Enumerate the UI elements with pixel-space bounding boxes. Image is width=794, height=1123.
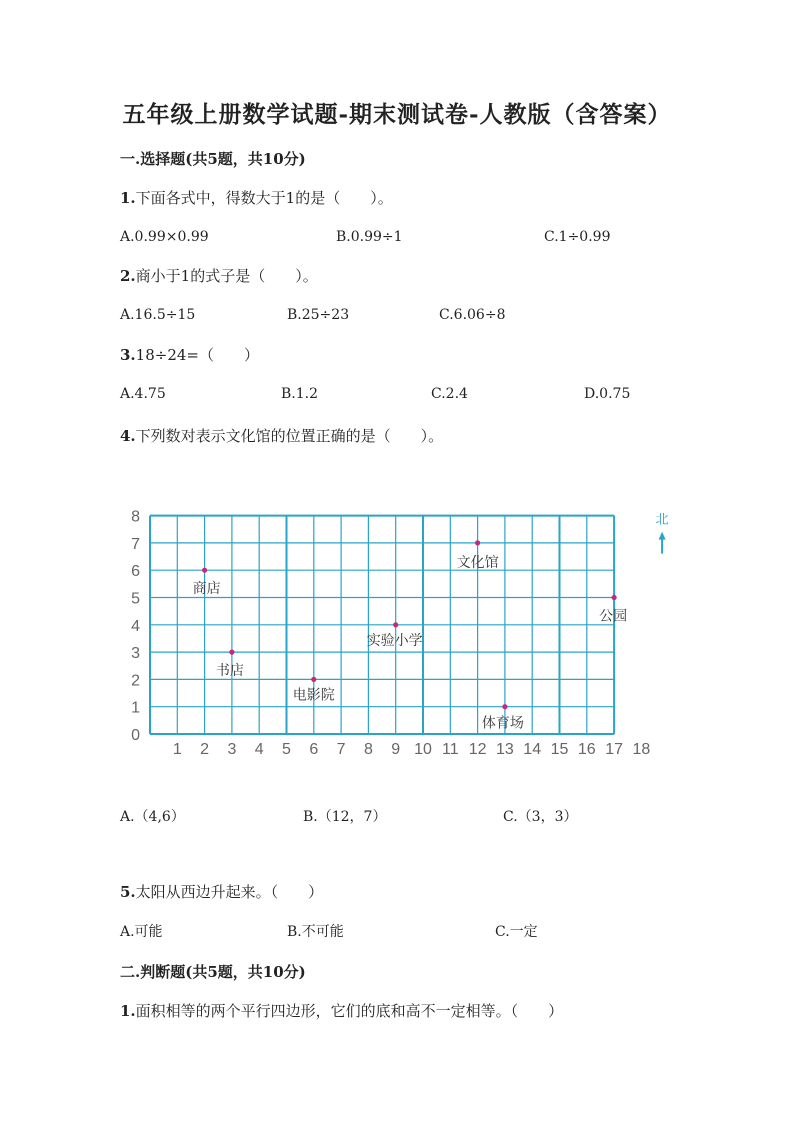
- map-point-label: 书店: [215, 663, 244, 680]
- question-text: 太阳从西边升起来。（ ）: [135, 883, 324, 901]
- option-c: C.（3，3）: [503, 809, 578, 825]
- question-4: [120, 425, 443, 446]
- x-tick-label: 17: [605, 741, 623, 758]
- x-tick-label: 7: [336, 741, 346, 758]
- map-point-label: 商店: [192, 581, 221, 598]
- north-label: 北: [655, 512, 669, 528]
- option-a: A.可能: [120, 924, 163, 940]
- question-text: 下面各式中，得数大于1的是（ ）。: [135, 189, 393, 207]
- x-tick-label: 13: [496, 741, 514, 758]
- y-tick-label: 8: [131, 508, 140, 526]
- x-tick-label: 16: [577, 741, 596, 758]
- x-tick-label: 4: [254, 741, 264, 758]
- map-point-书店: [229, 650, 234, 655]
- x-tick-label: 3: [227, 741, 237, 758]
- y-tick-label: 1: [131, 699, 140, 717]
- y-tick-label: 3: [131, 645, 140, 663]
- option-c: C.1÷0.99: [544, 229, 611, 245]
- option-a: A.16.5÷15: [120, 307, 196, 323]
- question-1: [120, 187, 393, 208]
- option-b: B.不可能: [287, 924, 344, 940]
- option-c: C.6.06÷8: [439, 307, 506, 323]
- map-point-公园: [612, 595, 617, 600]
- judge-question-1: [120, 1000, 563, 1021]
- y-tick-label: 4: [131, 617, 140, 635]
- option-b: B.0.99÷1: [336, 229, 403, 245]
- question-2: [120, 265, 318, 286]
- question-5: [120, 881, 323, 902]
- x-tick-label: 2: [200, 741, 210, 758]
- y-tick-label: 6: [131, 563, 140, 581]
- question-text: 面积相等的两个平行四边形，它们的底和高不一定相等。（ ）: [135, 1002, 564, 1020]
- x-tick-label: 6: [309, 741, 319, 758]
- map-point-label: 公园: [599, 608, 628, 625]
- question-number: 3.: [120, 346, 136, 364]
- option-d: D.0.75: [584, 386, 631, 402]
- north-arrow-head-icon: [659, 532, 666, 540]
- option-c: C.一定: [495, 924, 538, 940]
- question-text: 下列数对表示文化馆的位置正确的是（ ）。: [135, 427, 444, 445]
- x-tick-label: 5: [282, 741, 291, 758]
- map-point-label: 电影院: [292, 687, 335, 704]
- map-point-体育场: [502, 704, 507, 709]
- question-number: 5.: [120, 883, 136, 901]
- x-tick-label: 10: [414, 741, 432, 758]
- question-number: 2.: [120, 267, 136, 285]
- option-a: A.4.75: [120, 386, 166, 402]
- map-point-电影院: [311, 677, 316, 682]
- question-number: 1.: [120, 1002, 136, 1020]
- map-point-文化馆: [475, 540, 480, 545]
- x-tick-label: 11: [441, 741, 459, 758]
- y-tick-label: 7: [131, 535, 140, 553]
- option-b: B.25÷23: [287, 307, 350, 323]
- map-point-实验小学: [393, 622, 398, 627]
- option-a: A.（4,6）: [120, 809, 185, 825]
- coordinate-map: [120, 498, 680, 768]
- page-title: 五年级上册数学试题-期末测试卷-人教版（含答案）: [122, 101, 672, 128]
- map-point-label: 体育场: [481, 715, 524, 732]
- section-heading-choice: 一.选择题(共5题，共10分): [120, 150, 306, 168]
- map-point-label: 实验小学: [366, 632, 423, 649]
- y-tick-label: 0: [131, 727, 140, 744]
- x-tick-label: 14: [523, 741, 542, 758]
- x-tick-label: 8: [363, 741, 373, 758]
- question-text: 商小于1的式子是（ ）。: [135, 267, 318, 285]
- map-point-商店: [202, 568, 207, 573]
- x-tick-label: 1: [172, 741, 182, 758]
- x-tick-label: 18: [632, 741, 651, 758]
- question-3: [120, 344, 259, 365]
- question-number: 1.: [120, 189, 136, 207]
- option-a: A.0.99×0.99: [120, 229, 209, 245]
- question-number: 4.: [120, 427, 136, 445]
- x-tick-label: 15: [550, 741, 569, 758]
- option-b: B.（12，7）: [303, 809, 387, 825]
- section-heading-judge: 二.判断题(共5题，共10分): [120, 963, 306, 981]
- question-text: 18÷24=（ ）: [135, 346, 259, 364]
- y-tick-label: 2: [131, 672, 140, 690]
- option-b: B.1.2: [281, 386, 319, 402]
- option-c: C.2.4: [431, 386, 468, 402]
- x-tick-label: 12: [468, 741, 487, 758]
- x-tick-label: 9: [391, 741, 401, 758]
- y-tick-label: 5: [131, 590, 140, 608]
- map-point-label: 文化馆: [456, 554, 499, 571]
